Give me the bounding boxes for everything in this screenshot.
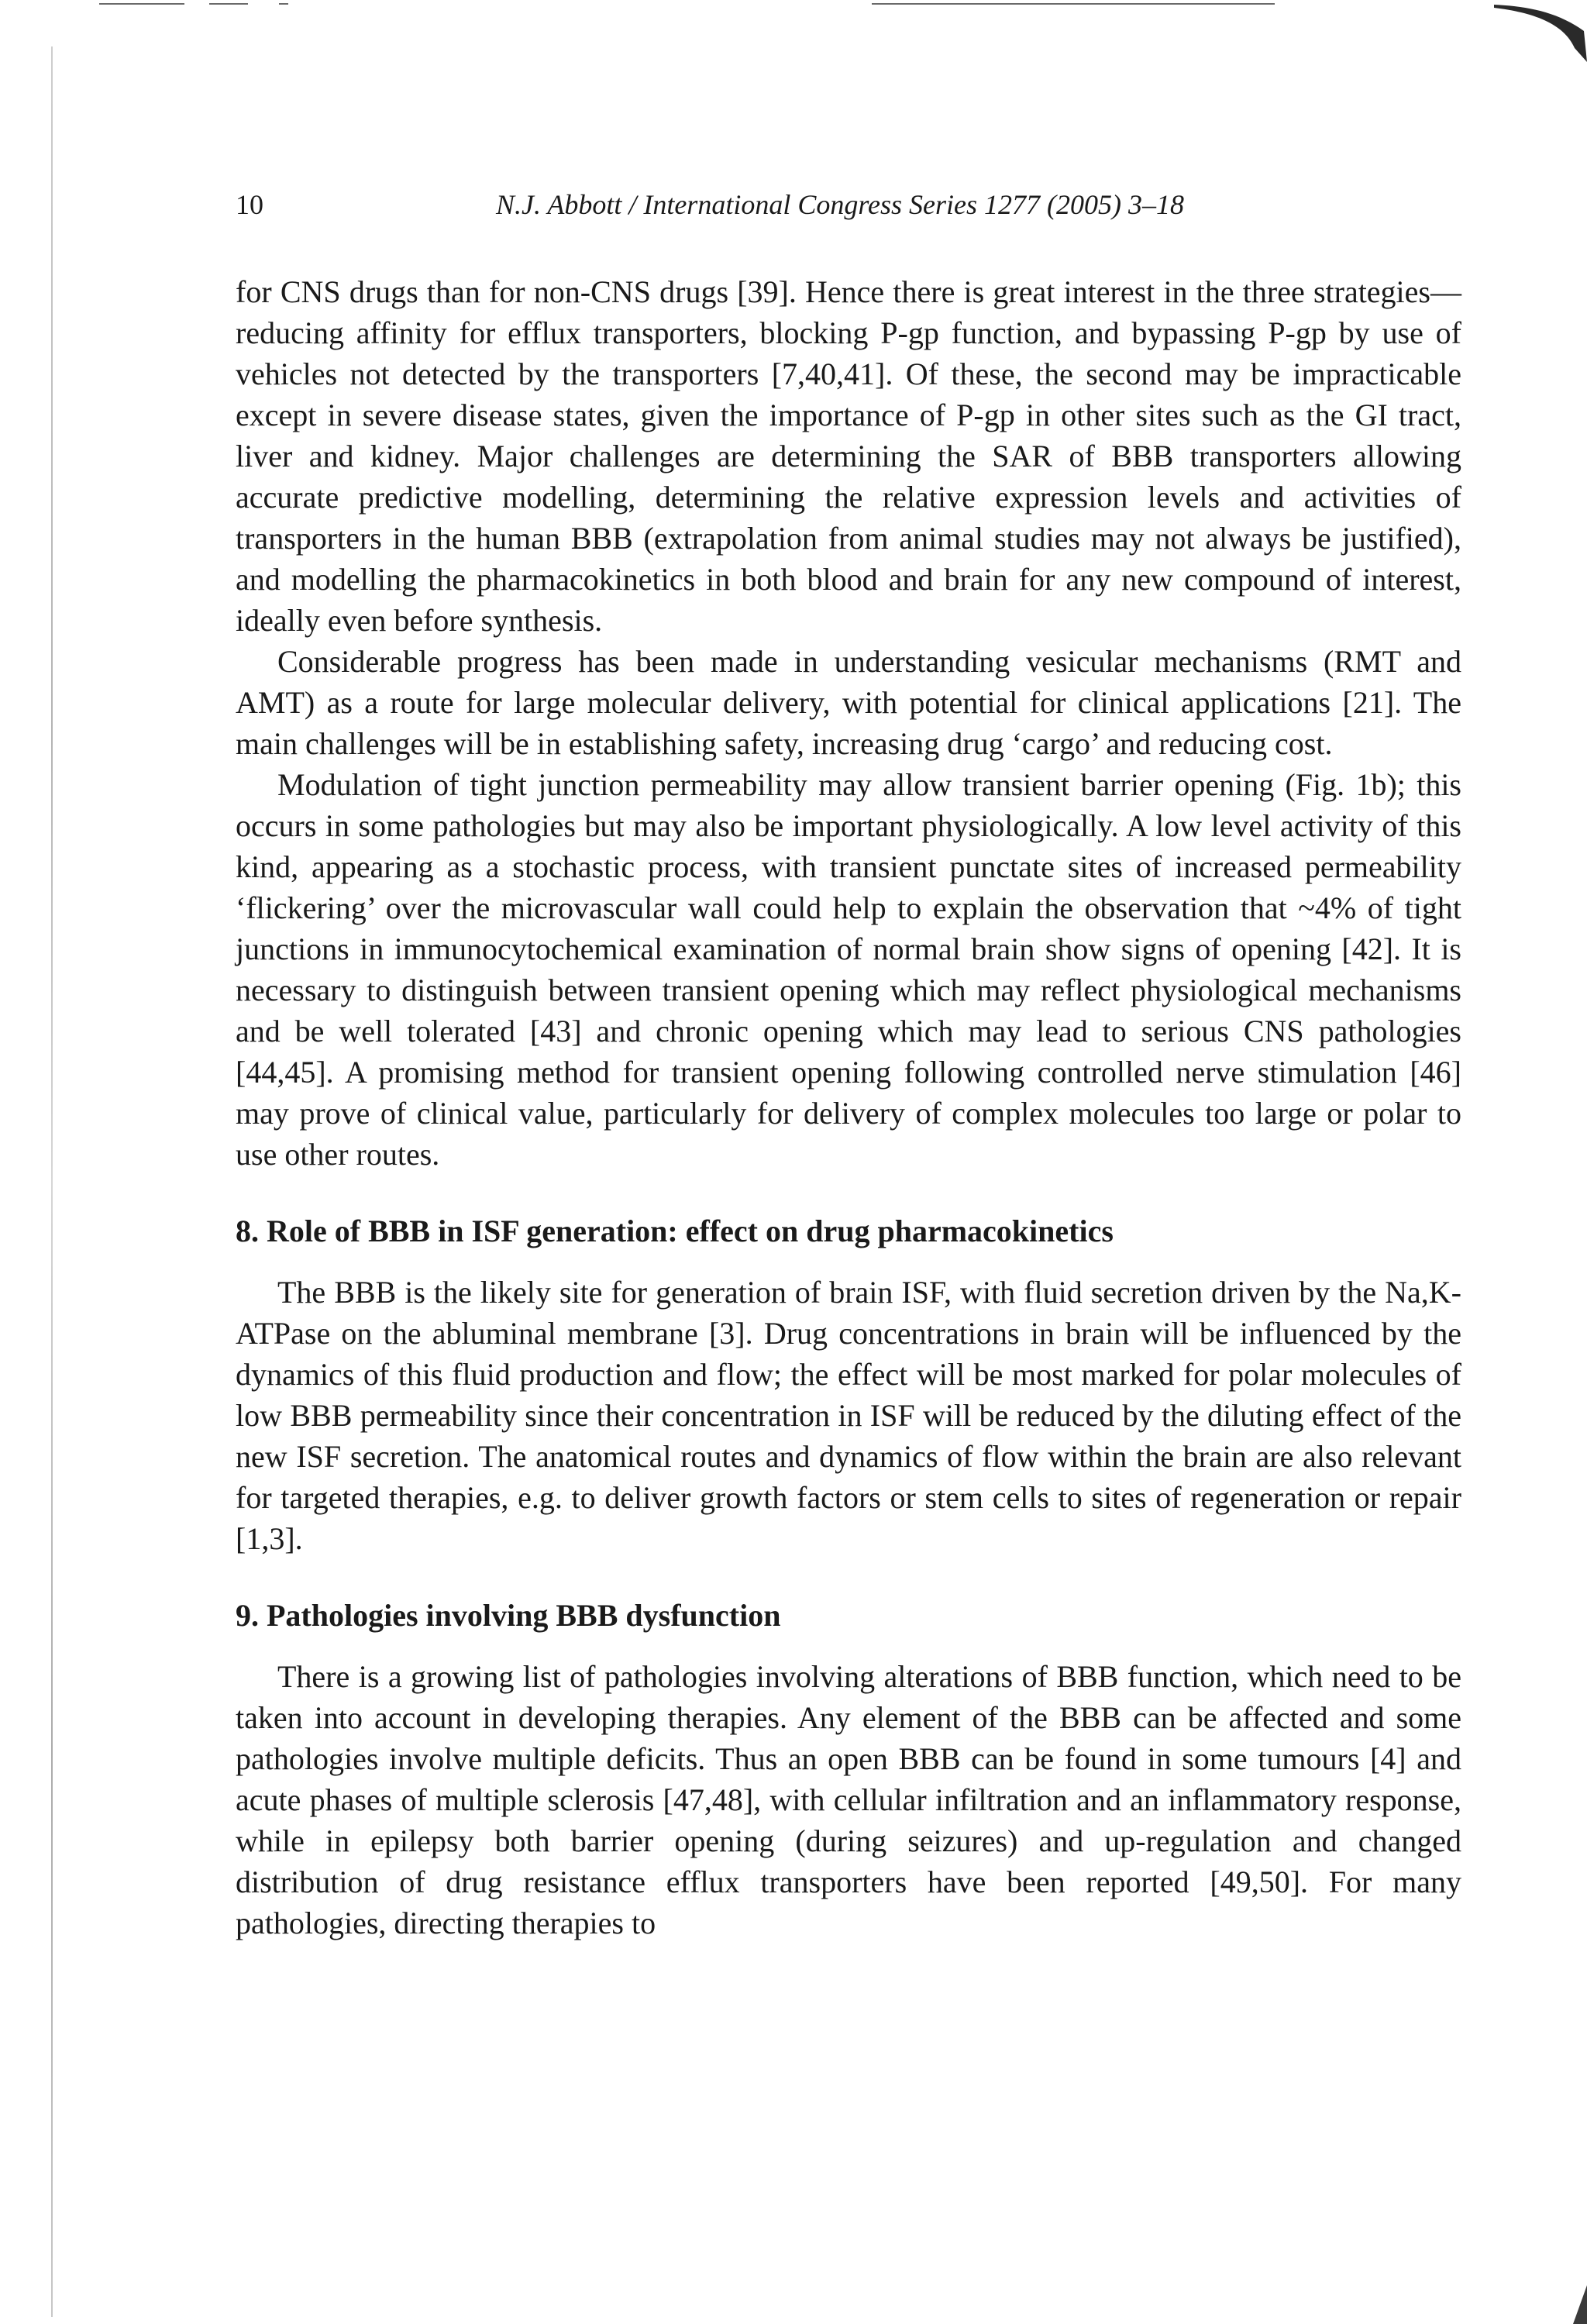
scan-edge-line <box>209 3 248 5</box>
running-head <box>236 183 1461 226</box>
page-number: 10 <box>236 189 263 220</box>
binding-shadow <box>51 46 53 2317</box>
section-9-paragraph: There is a growing list of pathologies involving alterations of BBB function, which need to be taken into account in developing therapies. Any element of the BBB can be affected and some pathologies involve multiple deficits. Thus an open BBB can be found in some tumours [4] and acute phases of multiple sclerosis [47,48], with cellular infiltration and an inflammatory response, while in epilepsy both barrier opening (during seizures) and up-regulation and changed distribution of drug resistance efflux transporters have been reported [49,50]. For many pathologies, directing therapies to <box>236 1659 1461 1940</box>
journal-reference: N.J. Abbott / International Congress Series 1277 (2005) 3–18 <box>496 189 1184 220</box>
paragraph-continued: for CNS drugs than for non-CNS drugs [39]. Hence there is great interest in the three strategies—reducing affinity for efflux transporters, blocking P-gp function, and bypassing P-gp by use of vehicles not detected by the transporters [7,40,41]. Of these, the second may be impracticable except in severe disease states, given the importance of P-gp in other sites such as the GI tract, liver and kidney. Major challenges are determining the SAR of BBB transporters allowing accurate predictive modelling, determining the relative expression levels and activities of transporters in the human BBB (extrapolation from animal studies may not always be justified), and modelling the pharmacokinetics in both blood and brain for any new compound of interest, ideally even before synthesis. <box>236 274 1461 638</box>
page-corner-mark <box>1525 2270 1587 2324</box>
section-8-heading: 8. Role of BBB in ISF generation: effect on drug pharmacokinetics <box>236 1214 1114 1248</box>
paragraph-tight-junction: Modulation of tight junction permeability may allow transient barrier opening (Fig. 1b); this occurs in some pathologies but may also be important physiologically. A low level activity of this kind, appearing as a stochastic process, with transient punctate sites of increased permeability ‘flickering’ over the microvascular wall could help to explain the observation that ~4% of tight junctions in immunocytochemical examination of normal brain show signs of opening [42]. It is necessary to distinguish between transient opening which may reflect physiological mechanisms and be well tolerated [43] and chronic opening which may lead to serious CNS pathologies [44,45]. A promising method for transient opening following controlled nerve stimulation [46] may prove of clinical value, particularly for delivery of complex molecules too large or polar to use other routes. <box>236 767 1461 1172</box>
scan-edge-line <box>872 3 1275 5</box>
body-text <box>236 271 1461 1944</box>
scan-edge-line <box>279 3 288 5</box>
paragraph-vesicular: Considerable progress has been made in understanding vesicular mechanisms (RMT and AMT) as a route for large molecular delivery, with potential for clinical applications [21]. The main challenges will be in establishing safety, increasing drug ‘cargo’ and reducing cost. <box>236 644 1461 761</box>
section-9-heading: 9. Pathologies involving BBB dysfunction <box>236 1598 781 1633</box>
scan-edge-line <box>99 3 184 5</box>
page-corner-mark <box>1494 0 1587 62</box>
section-8-paragraph: The BBB is the likely site for generation of brain ISF, with fluid secretion driven by the Na,K-ATPase on the abluminal membrane [3]. Drug concentrations in brain will be influenced by the dynamics of this fluid production and flow; the effect will be most marked for polar molecules of low BBB permeability since their concentration in ISF will be reduced by the diluting effect of the new ISF secretion. The anatomical routes and dynamics of flow within the brain are also relevant for targeted therapies, e.g. to deliver growth factors or stem cells to sites of regeneration or repair [1,3]. <box>236 1275 1461 1556</box>
